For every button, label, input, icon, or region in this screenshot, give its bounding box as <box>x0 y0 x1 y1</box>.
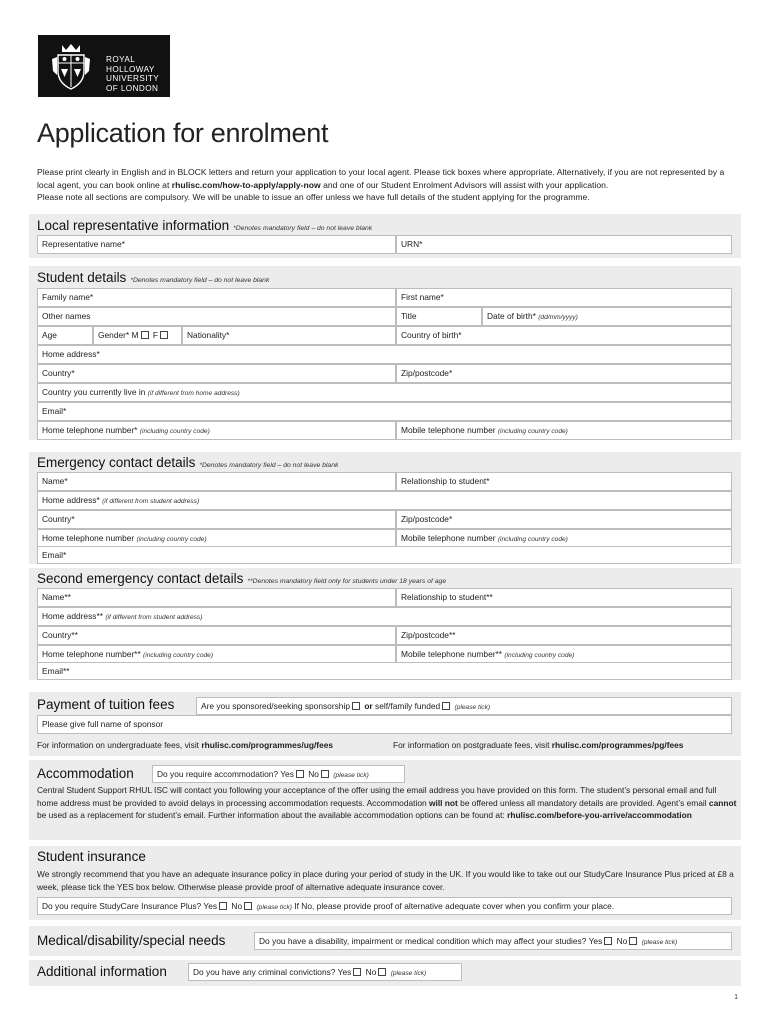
first-name-field[interactable]: First name* <box>396 288 732 307</box>
second-zip-field[interactable]: Zip/postcode** <box>396 626 732 645</box>
student-heading: Student details *Denotes mandatory field – do not leave blank <box>37 270 270 285</box>
page-number: 1 <box>734 994 738 1001</box>
country-live-field[interactable]: Country you currently live in (if different from home address) <box>37 383 732 402</box>
mobile-telephone-field[interactable]: Mobile telephone number (including country code) <box>396 421 732 440</box>
criminal-question: Do you have any criminal convictions? Yes No (please tick) <box>188 963 462 981</box>
family-name-field[interactable]: Family name* <box>37 288 396 307</box>
emergency-home-address-field[interactable]: Home address* (if different from student address) <box>37 491 732 510</box>
zip-field[interactable]: Zip/postcode* <box>396 364 732 383</box>
second-name-field[interactable]: Name** <box>37 588 396 607</box>
pg-fees-link[interactable]: rhulisc.com/programmes/pg/fees <box>551 740 684 750</box>
gender-female-checkbox[interactable] <box>160 331 168 339</box>
country-of-birth-field[interactable]: Country of birth* <box>396 326 732 345</box>
accommodation-heading: Accommodation <box>37 766 134 781</box>
sponsored-checkbox[interactable] <box>352 702 360 710</box>
medical-yes-checkbox[interactable] <box>604 937 612 945</box>
home-address-field[interactable]: Home address* <box>37 345 732 364</box>
emergency-home-telephone-field[interactable]: Home telephone number (including country code) <box>37 529 396 548</box>
crest-icon <box>50 41 92 91</box>
insurance-question: Do you require StudyCare Insurance Plus? Yes No (please tick) If No, please provide proof of alternative adequate cover when you confirm your place. <box>37 897 732 915</box>
insurance-info: We strongly recommend that you have an adequate insurance policy in place during your period of study in the UK. If you would like to take out our StudyCare Insurance Plus priced at £8 a week, please tick the YES box below. Otherwise please provide proof of alternative adequate insurance cover. <box>37 869 734 892</box>
emergency-mobile-telephone-field[interactable]: Mobile telephone number (including country code) <box>396 529 732 548</box>
apply-link[interactable]: rhulisc.com/how-to-apply/apply-now <box>171 179 321 190</box>
urn-field[interactable]: URN* <box>396 235 732 254</box>
emergency-name-field[interactable]: Name* <box>37 472 396 491</box>
email-field[interactable]: Email* <box>37 402 732 421</box>
local-rep-heading: Local representative information *Denotes mandatory field – do not leave blank <box>37 218 373 233</box>
emergency-email-field[interactable]: Email* <box>37 546 732 564</box>
accommodation-yes-checkbox[interactable] <box>296 770 304 778</box>
insurance-yes-checkbox[interactable] <box>219 902 227 910</box>
home-telephone-field[interactable]: Home telephone number* (including country code) <box>37 421 396 440</box>
date-of-birth-field[interactable]: Date of birth* (dd/mm/yyyy) <box>482 307 732 326</box>
emergency-relationship-field[interactable]: Relationship to student* <box>396 472 732 491</box>
insurance-no-checkbox[interactable] <box>244 902 252 910</box>
second-home-address-field[interactable]: Home address** (if different from student address) <box>37 607 732 626</box>
intro-text: Please print clearly in English and in BLOCK letters and return your application to your local agent. Please tick boxes where appropriate. Alternatively, if you are not represented by a local agent, you can book online at rhulisc.com/how-to-apply/apply-now and one of our Student Enrolment Advisors will assist with your application. Please note all sections are compulsory. We will be unable to issue an offer unless we have full details of the student applying for the programme. <box>37 167 725 203</box>
ug-fees-info: For information on undergraduate fees, visit rhulisc.com/programmes/ug/fees <box>37 740 334 750</box>
second-home-telephone-field[interactable]: Home telephone number** (including country code) <box>37 645 396 664</box>
logo-wordmark: ROYAL HOLLOWAY UNIVERSITY OF LONDON <box>106 55 160 93</box>
country-field[interactable]: Country* <box>37 364 396 383</box>
gender-male-checkbox[interactable] <box>141 331 149 339</box>
additional-heading: Additional information <box>37 964 167 979</box>
second-email-field[interactable]: Email** <box>37 662 732 680</box>
emergency-heading: Emergency contact details *Denotes mandatory field – do not leave blank <box>37 455 339 470</box>
second-relationship-field[interactable]: Relationship to student** <box>396 588 732 607</box>
second-emergency-heading: Second emergency contact details **Denotes mandatory field only for students under 18 years of age <box>37 571 447 586</box>
medical-no-checkbox[interactable] <box>629 937 637 945</box>
second-country-field[interactable]: Country** <box>37 626 396 645</box>
ug-fees-link[interactable]: rhulisc.com/programmes/ug/fees <box>201 740 334 750</box>
representative-name-field[interactable]: Representative name* <box>37 235 396 254</box>
accommodation-link[interactable]: rhulisc.com/before-you-arrive/accommodation <box>507 810 692 820</box>
medical-question: Do you have a disability, impairment or medical condition which may affect your studies? Yes No (please tick) <box>254 932 732 950</box>
criminal-yes-checkbox[interactable] <box>353 968 361 976</box>
accommodation-no-checkbox[interactable] <box>321 770 329 778</box>
gender-field: Gender* M F <box>93 326 182 345</box>
sponsorship-question: Are you sponsored/seeking sponsorship or self/family funded (please tick) <box>196 697 732 715</box>
page-title: Application for enrolment <box>37 118 329 148</box>
payment-heading: Payment of tuition fees <box>37 697 175 712</box>
university-logo <box>38 35 170 97</box>
nationality-field[interactable]: Nationality* <box>182 326 396 345</box>
accommodation-question: Do you require accommodation? Yes No (please tick) <box>152 765 405 783</box>
accommodation-info: Central Student Support RHUL ISC will contact you following your acceptance of the offer using the email address you have provided on this form. The student’s personal email and full home address must be provided to avoid delays in processing accommodation requests. Accommodation will not be offered unless all mandatory details are provided. Agent’s email cannot be used as a replacement for student’s email. Further information about the available accommodation options can be found at: rhulisc.com/before-you-arrive/accommodation <box>37 785 737 820</box>
second-mobile-telephone-field[interactable]: Mobile telephone number** (including country code) <box>396 645 732 664</box>
insurance-heading: Student insurance <box>37 849 146 864</box>
self-funded-checkbox[interactable] <box>442 702 450 710</box>
age-field[interactable]: Age <box>37 326 93 345</box>
pg-fees-info: For information on postgraduate fees, visit rhulisc.com/programmes/pg/fees <box>393 740 684 750</box>
other-names-field[interactable]: Other names <box>37 307 396 326</box>
title-field[interactable]: Title <box>396 307 482 326</box>
criminal-no-checkbox[interactable] <box>378 968 386 976</box>
emergency-zip-field[interactable]: Zip/postcode* <box>396 510 732 529</box>
sponsor-name-field[interactable]: Please give full name of sponsor <box>37 715 732 734</box>
emergency-country-field[interactable]: Country* <box>37 510 396 529</box>
medical-heading: Medical/disability/special needs <box>37 933 226 948</box>
